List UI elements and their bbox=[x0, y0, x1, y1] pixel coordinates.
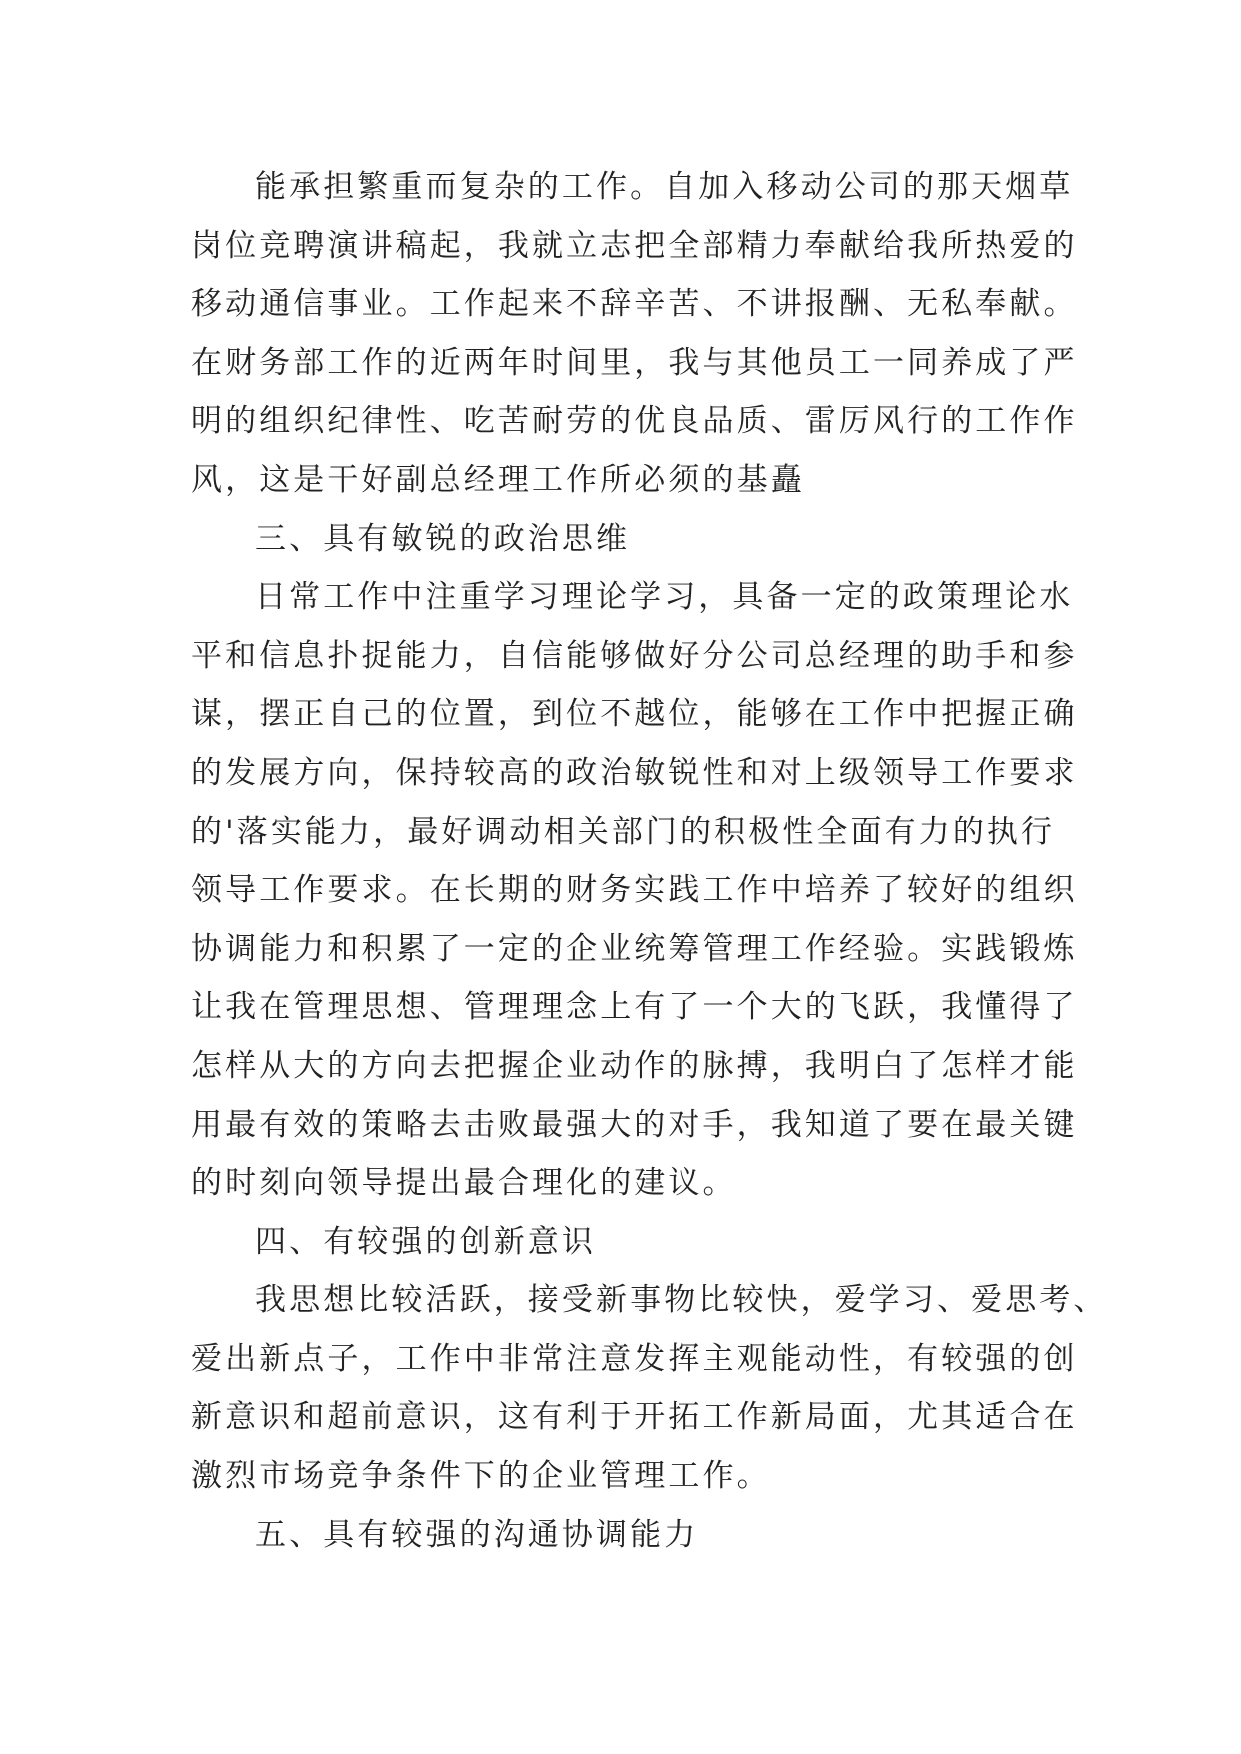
text-line: 用最有效的策略去击败最强大的对手，我知道了要在最关键 bbox=[191, 1106, 1078, 1143]
text-line: 的'落实能力，最好调动相关部门的积极性全面有力的执行 bbox=[191, 813, 1056, 850]
text-line: 的时刻向领导提出最合理化的建议。 bbox=[191, 1165, 737, 1202]
text-line: 平和信息扑捉能力，自信能够做好分公司总经理的助手和参 bbox=[191, 637, 1078, 674]
text-line: 移动通信事业。工作起来不辞辛苦、不讲报酬、无私奉献。 bbox=[191, 286, 1078, 323]
text-line: 明的组织纪律性、吃苦耐劳的优良品质、雷厉风行的工作作 bbox=[191, 403, 1078, 440]
text-line: 的发展方向，保持较高的政治敏锐性和对上级领导工作要求 bbox=[191, 754, 1078, 791]
section-heading: 四、有较强的创新意识 bbox=[255, 1223, 596, 1260]
text-line: 日常工作中注重学习理论学习，具备一定的政策理论水 bbox=[255, 579, 1074, 616]
document-body bbox=[191, 158, 1108, 1564]
text-line: 领导工作要求。在长期的财务实践工作中培养了较好的组织 bbox=[191, 872, 1078, 909]
text-line: 我思想比较活跃，接受新事物比较快，爱学习、爱思考、 bbox=[255, 1282, 1108, 1319]
section-heading: 三、具有敏锐的政治思维 bbox=[255, 520, 631, 557]
text-line: 新意识和超前意识，这有利于开拓工作新局面，尤其适合在 bbox=[191, 1399, 1078, 1436]
text-line: 爱出新点子，工作中非常注意发挥主观能动性，有较强的创 bbox=[191, 1340, 1078, 1377]
text-line: 协调能力和积累了一定的企业统筹管理工作经验。实践锻炼 bbox=[191, 930, 1078, 967]
text-line: 激烈市场竞争条件下的企业管理工作。 bbox=[191, 1458, 771, 1495]
text-line: 风，这是干好副总经理工作所必须的基矗 bbox=[191, 461, 805, 498]
text-line: 岗位竞聘演讲稿起，我就立志把全部精力奉献给我所热爱的 bbox=[191, 227, 1078, 264]
text-line: 在财务部工作的近两年时间里，我与其他员工一同养成了严 bbox=[191, 344, 1078, 381]
text-line: 谋，摆正自己的位置，到位不越位，能够在工作中把握正确 bbox=[191, 696, 1078, 733]
text-line: 怎样从大的方向去把握企业动作的脉搏，我明白了怎样才能 bbox=[191, 1047, 1078, 1084]
section-heading: 五、具有较强的沟通协调能力 bbox=[255, 1516, 699, 1553]
text-line: 能承担繁重而复杂的工作。自加入移动公司的那天烟草 bbox=[255, 169, 1074, 205]
text-line: 让我在管理思想、管理理念上有了一个大的飞跃，我懂得了 bbox=[191, 989, 1078, 1026]
